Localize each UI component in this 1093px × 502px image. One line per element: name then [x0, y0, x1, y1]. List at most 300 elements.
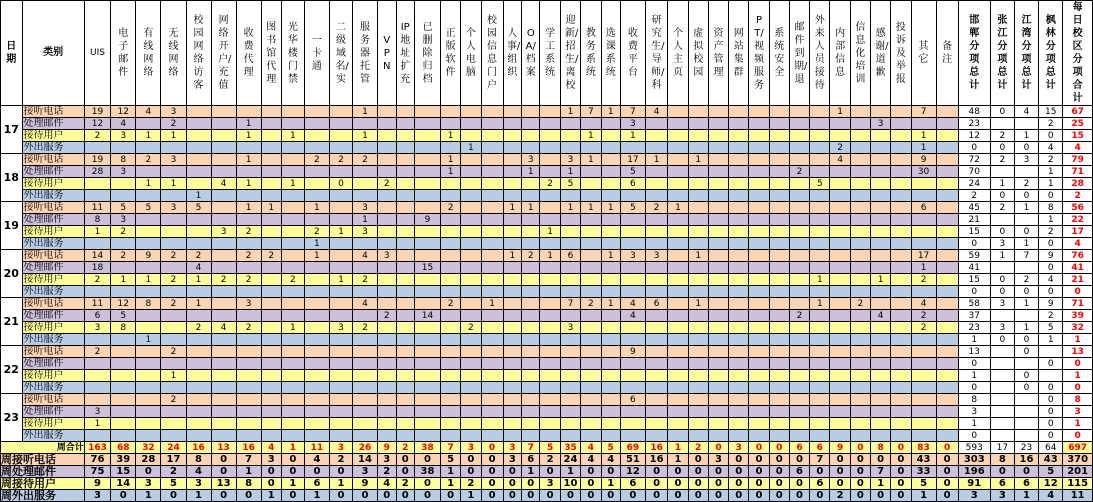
value-cell: 1 — [560, 166, 581, 178]
value-cell — [261, 322, 281, 334]
value-cell — [911, 190, 936, 202]
header-col-6 — [236, 1, 261, 106]
value-cell — [481, 202, 503, 214]
value-cell — [522, 118, 540, 130]
value-cell — [708, 154, 728, 166]
value-cell — [503, 190, 521, 202]
header-col-19 — [522, 1, 540, 106]
weekly-cell: 0 — [581, 478, 601, 490]
value-cell — [461, 166, 481, 178]
value-cell — [668, 262, 688, 274]
value-cell — [789, 106, 809, 118]
value-cell — [850, 274, 870, 286]
value-cell — [352, 118, 377, 130]
value-cell — [440, 178, 460, 190]
value-cell — [84, 334, 110, 346]
weekly-cell: 0 — [749, 490, 769, 502]
value-cell — [540, 202, 560, 214]
value-cell — [581, 418, 601, 430]
category-cell: 接听电话 — [22, 250, 84, 262]
value-cell — [729, 382, 749, 394]
value-cell — [601, 382, 620, 394]
value-cell — [461, 418, 481, 430]
value-cell — [111, 406, 136, 418]
category-cell: 接待用户 — [22, 226, 84, 238]
value-cell — [236, 370, 261, 382]
value-cell — [789, 358, 809, 370]
value-cell — [830, 418, 850, 430]
value-cell — [620, 226, 645, 238]
weekly-cell: 0 — [211, 466, 236, 478]
value-cell — [769, 190, 789, 202]
total-cell: 2 — [688, 442, 708, 454]
weekly-cell: 0 — [329, 466, 352, 478]
value-cell — [136, 346, 161, 358]
value-cell — [708, 274, 728, 286]
value-cell — [186, 166, 211, 178]
value-cell — [211, 430, 236, 442]
value-cell — [769, 250, 789, 262]
value-cell — [540, 382, 560, 394]
sum-cell — [1014, 406, 1038, 418]
value-cell — [601, 322, 620, 334]
value-cell — [810, 166, 830, 178]
value-cell — [708, 190, 728, 202]
value-cell — [211, 154, 236, 166]
weekly-cell: 6 — [304, 478, 329, 490]
value-cell — [749, 358, 769, 370]
value-cell — [503, 358, 521, 370]
value-cell: 4 — [186, 262, 211, 274]
value-cell — [540, 310, 560, 322]
value-cell — [522, 418, 540, 430]
value-cell: 2 — [281, 274, 304, 286]
value-cell — [378, 118, 396, 130]
value-cell: 4 — [620, 298, 645, 310]
value-cell: 3 — [560, 154, 581, 166]
value-cell — [481, 262, 503, 274]
value-cell — [540, 214, 560, 226]
value-cell — [810, 214, 830, 226]
value-cell: 4 — [111, 118, 136, 130]
sum-cell: 71 — [1063, 298, 1093, 310]
value-cell — [329, 250, 352, 262]
value-cell — [136, 214, 161, 226]
header-day — [1, 1, 23, 106]
value-cell: 1 — [503, 250, 521, 262]
value-cell — [749, 262, 769, 274]
value-cell — [708, 178, 728, 190]
value-cell — [911, 226, 936, 238]
value-cell — [186, 382, 211, 394]
header-col-label: 外来人员接待 — [814, 15, 825, 91]
weekly-label: 周处理邮件 — [1, 466, 85, 478]
value-cell — [769, 154, 789, 166]
value-cell — [136, 394, 161, 406]
value-cell — [708, 238, 728, 250]
value-cell — [503, 130, 521, 142]
value-cell — [830, 214, 850, 226]
value-cell — [769, 322, 789, 334]
value-cell — [161, 334, 186, 346]
value-cell: 7 — [581, 106, 601, 118]
value-cell: 1 — [668, 202, 688, 214]
value-cell — [461, 106, 481, 118]
value-cell — [111, 418, 136, 430]
value-cell — [789, 370, 809, 382]
header-col-0: UIS — [84, 1, 110, 106]
value-cell — [461, 154, 481, 166]
weekly-cell: 0 — [850, 466, 870, 478]
weekly-cell: 0 — [281, 490, 304, 502]
value-cell: 1 — [540, 226, 560, 238]
value-cell: 6 — [620, 178, 645, 190]
value-cell — [396, 178, 414, 190]
value-cell — [560, 406, 581, 418]
value-cell: 1 — [329, 274, 352, 286]
weekly-cell: 0 — [396, 490, 414, 502]
header-col-label: 资产管理 — [713, 28, 724, 78]
value-cell — [281, 214, 304, 226]
value-cell — [540, 418, 560, 430]
sum-cell: 1 — [1014, 130, 1038, 142]
sum-cell: 4 — [1039, 274, 1063, 286]
value-cell — [304, 262, 329, 274]
value-cell — [522, 310, 540, 322]
value-cell: 1 — [281, 130, 304, 142]
total-cell: 24 — [161, 442, 186, 454]
value-cell — [936, 238, 958, 250]
value-cell: 6 — [645, 298, 667, 310]
value-cell — [891, 298, 911, 310]
value-cell — [789, 394, 809, 406]
value-cell — [378, 370, 396, 382]
value-cell: 2 — [911, 322, 936, 334]
sum-cell: 0 — [1014, 190, 1038, 202]
value-cell — [810, 418, 830, 430]
header-col-21 — [560, 1, 581, 106]
value-cell — [708, 214, 728, 226]
value-cell — [936, 322, 958, 334]
value-cell — [789, 430, 809, 442]
value-cell — [461, 214, 481, 226]
value-cell — [540, 190, 560, 202]
sum-cell: 9 — [1039, 250, 1063, 262]
value-cell — [522, 334, 540, 346]
value-cell — [749, 346, 769, 358]
header-sum-0 — [958, 1, 990, 106]
header-col-15 — [440, 1, 460, 106]
value-cell — [440, 358, 460, 370]
value-cell — [830, 286, 850, 298]
sum-cell: 3 — [990, 298, 1014, 310]
value-cell — [769, 178, 789, 190]
value-cell — [688, 310, 708, 322]
header-col-22 — [581, 1, 601, 106]
value-cell — [769, 394, 789, 406]
header-col-29 — [729, 1, 749, 106]
header-col-label: 网络开户/充值 — [218, 15, 232, 91]
value-cell — [850, 418, 870, 430]
value-cell — [708, 130, 728, 142]
value-cell — [601, 274, 620, 286]
weekly-cell: 0 — [891, 490, 911, 502]
weekly-cell: 0 — [668, 490, 688, 502]
value-cell — [645, 334, 667, 346]
sum-cell: 4 — [1063, 238, 1093, 250]
weekly-cell: 0 — [261, 466, 281, 478]
value-cell — [870, 238, 890, 250]
sum-cell: 23 — [958, 118, 990, 130]
value-cell — [830, 262, 850, 274]
value-cell — [870, 430, 890, 442]
value-cell — [911, 418, 936, 430]
weekly-cell: 0 — [936, 454, 958, 466]
weekly-label: 周外出服务 — [1, 490, 85, 502]
weekly-cell: 0 — [645, 478, 667, 490]
value-cell — [936, 418, 958, 430]
value-cell — [810, 106, 830, 118]
value-cell — [688, 358, 708, 370]
sum-cell: 0 — [1039, 190, 1063, 202]
value-cell: 4 — [830, 154, 850, 166]
value-cell: 4 — [136, 106, 161, 118]
value-cell: 1 — [281, 322, 304, 334]
value-cell — [261, 262, 281, 274]
value-cell — [769, 382, 789, 394]
header-col-label: VPN — [383, 34, 391, 72]
header-col-30 — [749, 1, 769, 106]
value-cell — [304, 394, 329, 406]
total-cell: 0 — [481, 442, 503, 454]
sum-cell: 45 — [958, 202, 990, 214]
value-cell — [620, 322, 645, 334]
value-cell — [810, 322, 830, 334]
sum-cell — [1039, 370, 1063, 382]
value-cell — [789, 250, 809, 262]
day-row — [1, 274, 1093, 286]
value-cell — [211, 262, 236, 274]
value-cell — [440, 286, 460, 298]
weekly-cell: 1 — [186, 490, 211, 502]
value-cell — [601, 370, 620, 382]
sum-cell — [990, 358, 1014, 370]
value-cell — [461, 286, 481, 298]
header-category: 类别 — [22, 1, 84, 106]
value-cell — [936, 190, 958, 202]
sum-cell: 15 — [958, 226, 990, 238]
value-cell — [236, 358, 261, 370]
value-cell: 3 — [111, 214, 136, 226]
header-col-label: 光华楼门禁 — [287, 21, 298, 85]
value-cell — [668, 106, 688, 118]
value-cell — [891, 406, 911, 418]
sum-cell: 21 — [1063, 274, 1093, 286]
weekly-cell: 0 — [708, 478, 728, 490]
value-cell — [440, 142, 460, 154]
value-cell — [111, 286, 136, 298]
weekly-cell: 38 — [414, 466, 440, 478]
value-cell: 2 — [211, 274, 236, 286]
value-cell: 2 — [440, 298, 460, 310]
value-cell — [186, 418, 211, 430]
value-cell — [461, 178, 481, 190]
sum-cell: 2 — [1014, 178, 1038, 190]
value-cell — [668, 274, 688, 286]
value-cell — [688, 286, 708, 298]
header-col-label: OA/档案 — [525, 28, 536, 78]
value-cell — [461, 202, 481, 214]
value-cell — [769, 286, 789, 298]
sum-cell: 2 — [1014, 274, 1038, 286]
value-cell — [850, 322, 870, 334]
value-cell — [645, 418, 667, 430]
value-cell — [581, 370, 601, 382]
value-cell — [936, 154, 958, 166]
value-cell — [749, 322, 769, 334]
value-cell — [186, 178, 211, 190]
value-cell — [870, 142, 890, 154]
value-cell — [396, 298, 414, 310]
value-cell — [481, 322, 503, 334]
value-cell — [261, 310, 281, 322]
value-cell — [461, 190, 481, 202]
value-cell — [161, 358, 186, 370]
header-col-label: 备注 — [942, 41, 953, 65]
value-cell — [560, 238, 581, 250]
value-cell — [236, 214, 261, 226]
value-cell: 2 — [161, 346, 186, 358]
value-cell — [810, 406, 830, 418]
value-cell: 15 — [414, 262, 440, 274]
value-cell — [688, 382, 708, 394]
header-col-10 — [329, 1, 352, 106]
sum-cell: 37 — [958, 310, 990, 322]
value-cell — [729, 130, 749, 142]
value-cell — [481, 118, 503, 130]
header-col-label: 感谢/道歉 — [875, 28, 889, 78]
value-cell — [645, 406, 667, 418]
day-row — [1, 346, 1093, 358]
day-row — [1, 118, 1093, 130]
value-cell — [688, 142, 708, 154]
value-cell: 1 — [236, 118, 261, 130]
weekly-cell: 0 — [396, 466, 414, 478]
value-cell — [789, 142, 809, 154]
value-cell — [414, 166, 440, 178]
value-cell — [769, 334, 789, 346]
value-cell — [870, 130, 890, 142]
weekly-cell: 4 — [304, 454, 329, 466]
value-cell — [830, 346, 850, 358]
value-cell: 1 — [236, 154, 261, 166]
value-cell — [581, 238, 601, 250]
value-cell — [729, 370, 749, 382]
weekly-sum-cell: 3 — [958, 490, 990, 502]
value-cell — [891, 178, 911, 190]
value-cell — [830, 430, 850, 442]
weekly-cell: 0 — [936, 490, 958, 502]
category-cell: 处理邮件 — [22, 310, 84, 322]
value-cell — [378, 298, 396, 310]
value-cell: 1 — [236, 130, 261, 142]
value-cell — [560, 226, 581, 238]
value-cell — [936, 262, 958, 274]
day-row — [1, 298, 1093, 310]
weekly-cell: 0 — [261, 478, 281, 490]
value-cell — [440, 322, 460, 334]
weekly-cell: 9 — [84, 478, 110, 490]
value-cell — [769, 406, 789, 418]
value-cell — [560, 310, 581, 322]
sum-cell: 1 — [1014, 202, 1038, 214]
value-cell — [560, 382, 581, 394]
value-cell: 1 — [830, 106, 850, 118]
weekly-cell: 2 — [396, 478, 414, 490]
value-cell — [414, 226, 440, 238]
value-cell: 14 — [84, 250, 110, 262]
value-cell: 5 — [111, 202, 136, 214]
value-cell — [668, 310, 688, 322]
value-cell — [503, 106, 521, 118]
value-cell — [891, 262, 911, 274]
value-cell — [789, 226, 809, 238]
value-cell — [729, 118, 749, 130]
value-cell — [136, 382, 161, 394]
value-cell — [936, 346, 958, 358]
weekly-sum-cell: 196 — [958, 466, 990, 478]
header-col-27 — [688, 1, 708, 106]
header-sum-2 — [1014, 1, 1038, 106]
value-cell — [236, 106, 261, 118]
weekly-cell: 0 — [236, 490, 261, 502]
value-cell — [789, 334, 809, 346]
value-cell — [668, 334, 688, 346]
value-cell — [688, 202, 708, 214]
value-cell — [540, 262, 560, 274]
value-cell — [329, 142, 352, 154]
value-cell — [891, 322, 911, 334]
value-cell — [581, 190, 601, 202]
value-cell — [136, 286, 161, 298]
value-cell — [522, 262, 540, 274]
header-col-25 — [645, 1, 667, 106]
value-cell — [378, 142, 396, 154]
value-cell — [396, 250, 414, 262]
value-cell: 3 — [560, 322, 581, 334]
total-cell: 13 — [211, 442, 236, 454]
value-cell — [440, 346, 460, 358]
value-cell — [708, 106, 728, 118]
weekly-cell: 3 — [540, 478, 560, 490]
sum-cell: 1 — [1063, 418, 1093, 430]
sum-cell: 25 — [1063, 118, 1093, 130]
value-cell — [414, 334, 440, 346]
value-cell — [440, 190, 460, 202]
weekly-cell: 0 — [540, 490, 560, 502]
value-cell — [668, 142, 688, 154]
sum-cell: 0 — [1063, 286, 1093, 298]
value-cell — [601, 418, 620, 430]
value-cell: 1 — [688, 154, 708, 166]
day-row — [1, 250, 1093, 262]
value-cell — [211, 334, 236, 346]
value-cell — [261, 430, 281, 442]
value-cell — [236, 166, 261, 178]
value-cell — [352, 346, 377, 358]
value-cell — [936, 382, 958, 394]
value-cell — [186, 154, 211, 166]
